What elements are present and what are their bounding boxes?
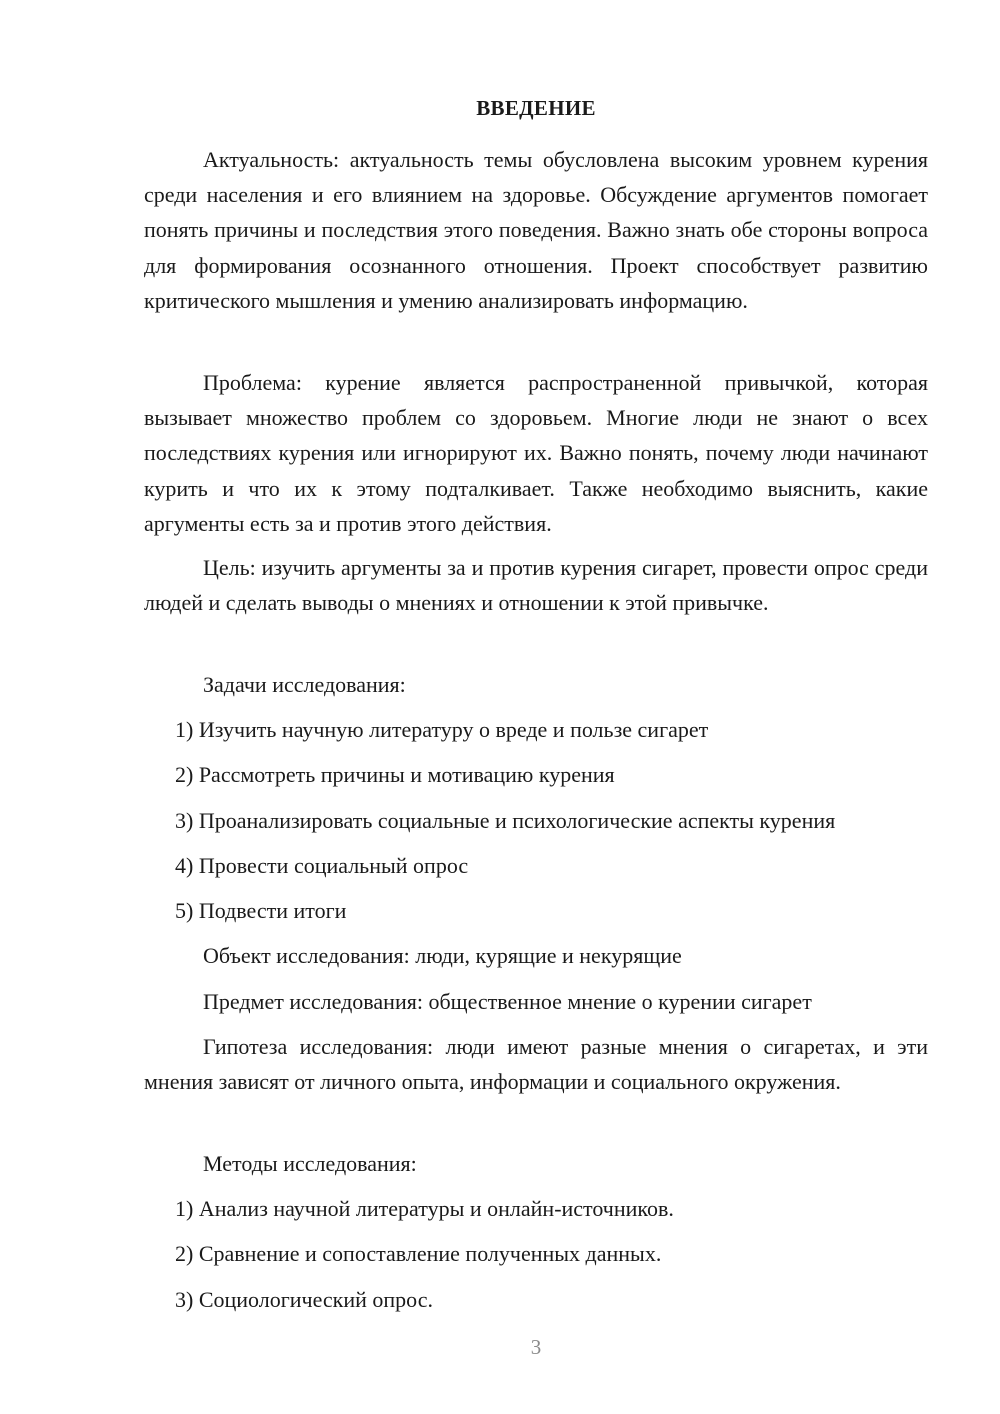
object-line: Объект исследования: люди, курящие и некурящие [203,943,682,968]
goal-paragraph: Цель: изучить аргументы за и против курения сигарет, провести опрос среди людей и сделать выводы о мнениях и отношении к этой привычке. [144,555,928,616]
page-number: 3 [530,1335,542,1359]
task-item: 3) Проанализировать социальные и психологические аспекты курения [175,808,836,833]
subject-line: Предмет исследования: общественное мнение о курении сигарет [203,989,812,1014]
method-item: 1) Анализ научной литературы и онлайн-источников. [175,1196,674,1221]
tasks-title: Задачи исследования: [203,672,406,697]
task-item: 2) Рассмотреть причины и мотивацию курения [175,762,615,787]
hypothesis-paragraph: Гипотеза исследования: люди имеют разные мнения о сигаретах, и эти мнения зависят от личного опыта, информации и социального окружения. [144,1034,928,1095]
method-item: 2) Сравнение и сопоставление полученных данных. [175,1241,662,1266]
task-item: 5) Подвести итоги [175,898,347,923]
problem-paragraph: Проблема: курение является распространенной привычкой, которая вызывает множество проблем со здоровьем. Многие люди не знают о всех последствиях курения или игнорируют их. Важно понять, почему люди начинают курить и что их к этому подталкивает. Также необходимо выяснить, какие аргументы есть за и против этого действия. [144,370,928,536]
task-item: 4) Провести социальный опрос [175,853,469,878]
methods-title: Методы исследования: [203,1151,417,1176]
section-heading: ВВЕДЕНИЕ [476,96,596,120]
relevance-paragraph: Актуальность: актуальность темы обусловлена высоким уровнем курения среди населения и его влиянием на здоровье. Обсуждение аргументов помогает понять причины и последствия этого поведения. Важно знать обе стороны вопроса для формирования осознанного отношения. Проект способствует развитию критического мышления и умению анализировать информацию. [144,147,928,313]
method-item: 3) Социологический опрос. [175,1287,433,1312]
task-item: 1) Изучить научную литературу о вреде и пользе сигарет [175,717,709,742]
